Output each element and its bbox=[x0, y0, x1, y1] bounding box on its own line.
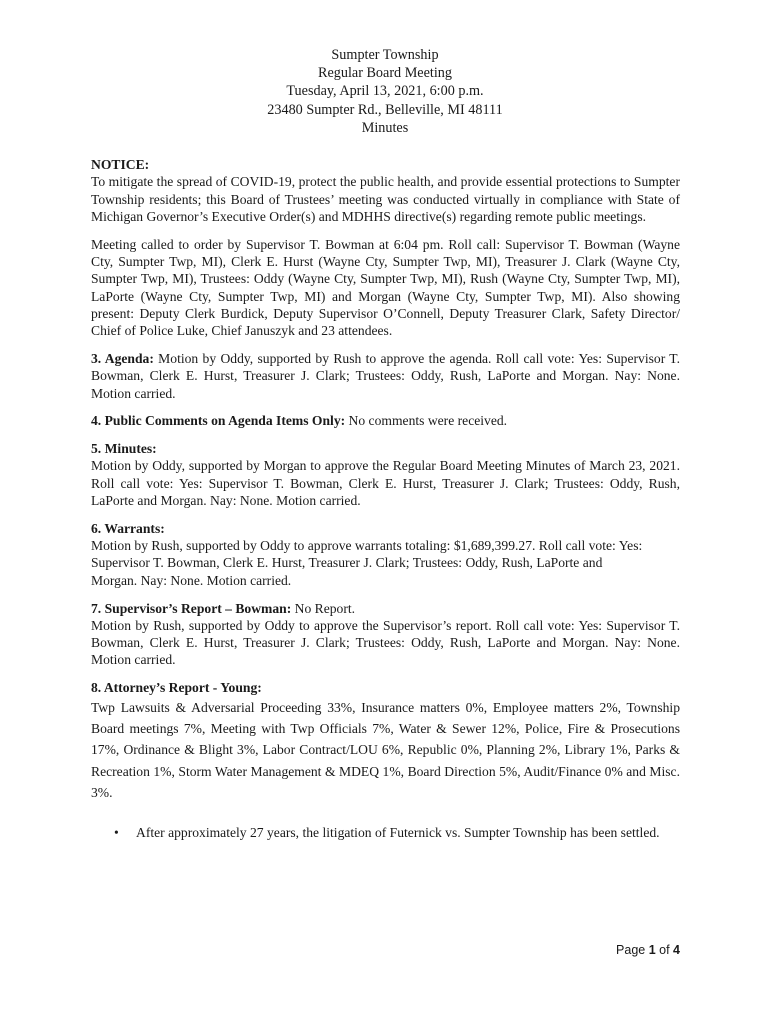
public-comments-section bbox=[91, 412, 680, 429]
page-of-label: of bbox=[655, 943, 674, 957]
attorney-report-bullet bbox=[91, 824, 680, 843]
warrants-line-1: Motion by Rush, supported by Oddy to approve warrants totaling: $1,689,399.27. Roll call vote: Yes: bbox=[91, 538, 643, 554]
agenda-section bbox=[91, 350, 680, 402]
public-comments-text: No comments were received. bbox=[345, 413, 508, 429]
warrants-heading: 6. Warrants: bbox=[91, 520, 165, 536]
page-number: 1 bbox=[648, 943, 656, 957]
agenda-text: Motion by Oddy, supported by Rush to approve the agenda. Roll call vote: Yes: Supervisor T. Bowman, Clerk E. Hurst, Treasurer J. Clark; Trustees: Oddy, Rush, LaPorte and Morgan. Nay: None. Motion carried. bbox=[91, 350, 680, 401]
supervisor-report-status: No Report. bbox=[291, 600, 356, 616]
minutes-heading: 5. Minutes: bbox=[91, 441, 157, 457]
public-comments-heading: 4. Public Comments on Agenda Items Only: bbox=[91, 413, 346, 429]
supervisor-report-section bbox=[91, 600, 680, 617]
minutes-text: Motion by Oddy, supported by Morgan to approve the Regular Board Meeting Minutes of March 23, 2021. Roll call vote: Yes: Supervisor T. Bowman, Clerk E. Hurst, Treasurer J. Clark; Trustees: Oddy, Rush, LaPorte and Morgan. Nay: None. Motion carried. bbox=[91, 458, 680, 509]
warrants-line-3: Morgan. Nay: None. Motion carried. bbox=[91, 572, 292, 588]
header-township: Sumpter Township bbox=[331, 47, 439, 63]
header-date: Tuesday, April 13, 2021, 6:00 p.m. bbox=[286, 83, 484, 100]
page-total: 4 bbox=[673, 943, 680, 957]
bullet-dot-icon: • bbox=[114, 824, 119, 840]
page-label: Page bbox=[616, 943, 649, 957]
header-address: 23480 Sumpter Rd., Belleville, MI 48111 bbox=[267, 101, 503, 118]
bullet-text: After approximately 27 years, the litigation of Futernick vs. Sumpter Township has been settled. bbox=[136, 824, 660, 840]
attorney-report-heading: 8. Attorney’s Report - Young: bbox=[91, 680, 262, 696]
call-to-order-text: Meeting called to order by Supervisor T. Bowman at 6:04 pm. Roll call: Supervisor T. Bowman (Wayne Cty, Sumpter Twp, MI), Clerk E. Hurst (Wayne Cty, Sumpter Twp, MI), Treasurer J. Clark (Wayne Cty, Sumpter Twp, MI), Trustees: Oddy (Wayne Cty, Sumpter Twp, MI), Rush (Wayne Cty, Sumpter Twp, MI), LaPorte (Wayne Cty, Sumpter Twp, MI) and Morgan (Wayne Cty, Sumpter Twp, MI). Also showing present: Deputy Clerk Burdick, Deputy Supervisor O’Connell, Deputy Treasurer Clark, Safety Director/ Chief of Police Luke, Chief Januszyk and 23 attendees. bbox=[91, 236, 680, 339]
agenda-heading: 3. Agenda: bbox=[91, 350, 154, 366]
header-meeting-type: Regular Board Meeting bbox=[318, 65, 452, 82]
supervisor-report-heading: 7. Supervisor’s Report – Bowman: bbox=[91, 600, 292, 616]
warrants-line-2: Supervisor T. Bowman, Clerk E. Hurst, Treasurer J. Clark; Trustees: Oddy, Rush, LaPorte and bbox=[91, 555, 603, 571]
notice-heading: NOTICE: bbox=[91, 157, 150, 172]
attorney-report-text: Twp Lawsuits & Adversarial Proceeding 33%, Insurance matters 0%, Employee matters 2%, Township Board meetings 7%, Meeting with Twp Officials 7%, Water & Sewer 12%, Police, Fire & Prosecutions 17%, Ordinance & Blight 3%, Labor Contract/LOU 6%, Republic 0%, Planning 2%, Library 1%, Parks & Recreation 1%, Storm Water Management & MDEQ 1%, Board Direction 5%, Audit/Finance 0% and Misc. 3%. bbox=[91, 699, 680, 801]
notice-text: To mitigate the spread of COVID-19, protect the public health, and provide essential protections to Sumpter Township residents; this Board of Trustees’ meeting was conducted virtually in compliance with State of Michigan Governor’s Executive Order(s) and MDHHS directive(s) regarding remote public meetings. bbox=[91, 174, 680, 224]
document-body bbox=[91, 156, 680, 842]
header-minutes: Minutes bbox=[361, 119, 409, 136]
document-header bbox=[0, 46, 770, 137]
page-footer bbox=[616, 943, 680, 957]
supervisor-report-text: Motion by Rush, supported by Oddy to approve the Supervisor’s report. Roll call vote: Yes: Supervisor T. Bowman, Clerk E. Hurst, Treasurer J. Clark; Trustees: Oddy, Rush, LaPorte and Morgan. Nay: None. Motion carried. bbox=[91, 617, 680, 668]
